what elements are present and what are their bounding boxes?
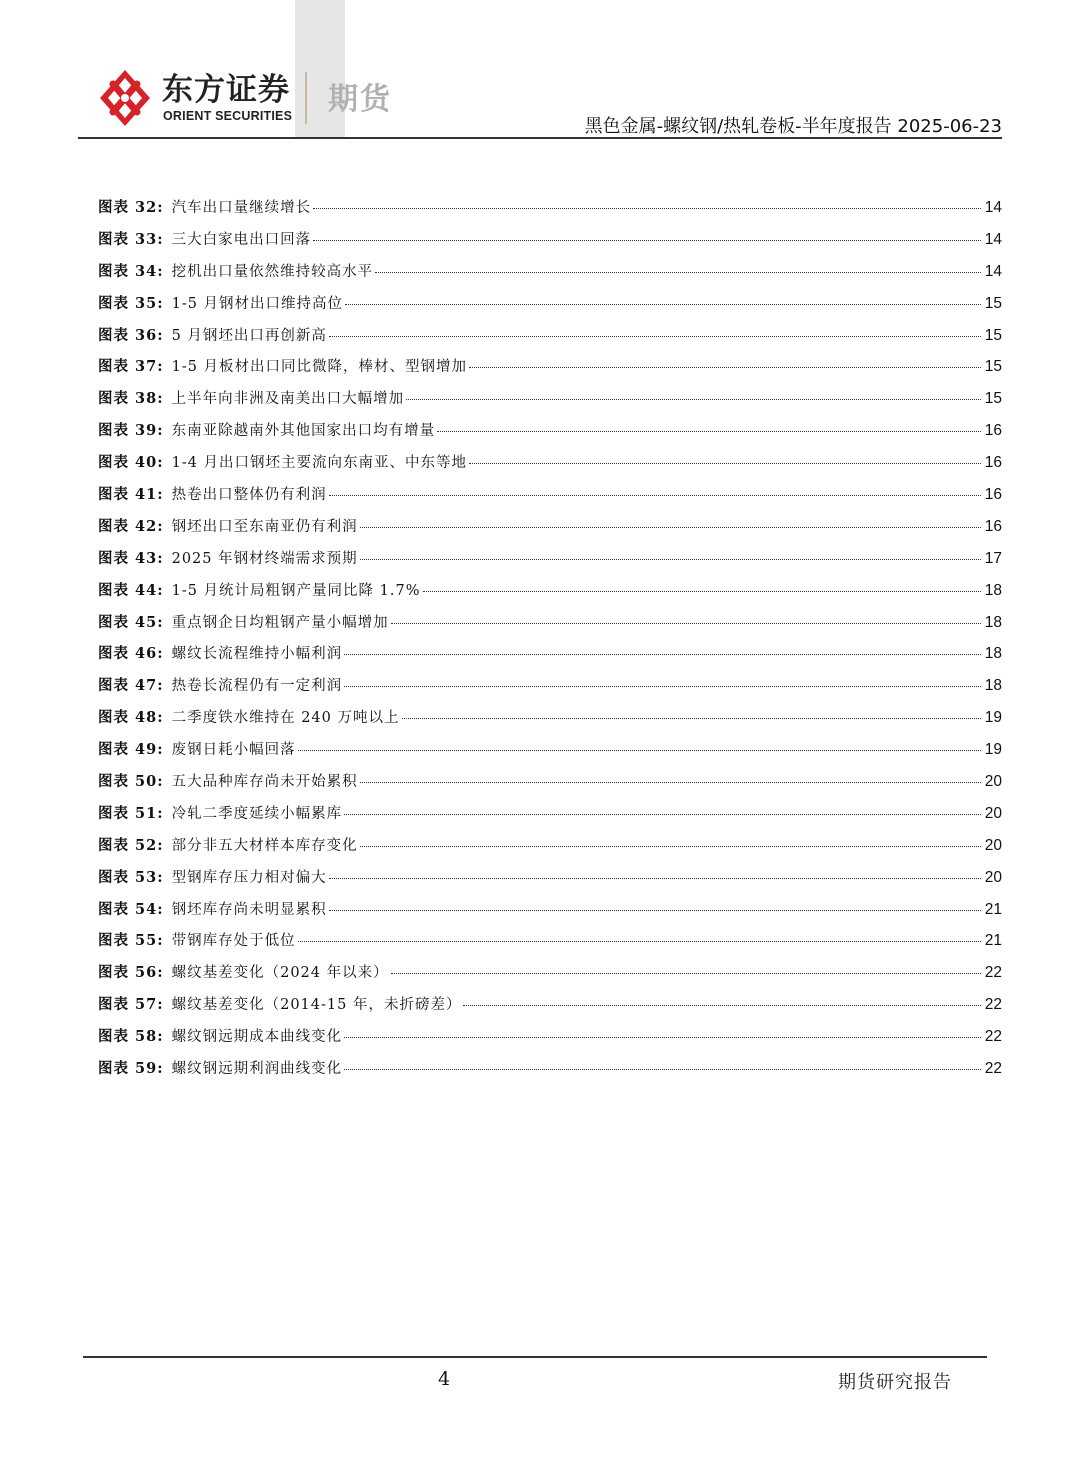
toc-entry[interactable] — [98, 706, 1002, 738]
toc-entry[interactable] — [98, 324, 1002, 356]
logo-divider — [305, 72, 307, 124]
toc-entry-page: 17 — [984, 549, 1002, 567]
toc-entry-label: 图表 59: — [98, 1060, 164, 1078]
toc-entry-title: 钢坯库存尚未明显累积 — [171, 901, 327, 918]
toc-entry-title: 1-4 月出口钢坯主要流向东南亚、中东等地 — [171, 455, 468, 472]
toc-entry-page: 14 — [984, 262, 1002, 280]
toc-entry-label: 图表 36: — [98, 326, 164, 344]
toc-entry[interactable] — [98, 515, 1002, 547]
toc-dot-leader — [423, 591, 981, 592]
toc-entry[interactable] — [98, 260, 1002, 292]
toc-entry-page: 15 — [984, 294, 1002, 312]
toc-entry-page: 20 — [984, 773, 1002, 791]
toc-dot-leader — [437, 431, 981, 432]
toc-dot-leader — [391, 623, 981, 624]
toc-entry-label: 图表 54: — [98, 900, 164, 918]
toc-entry[interactable] — [98, 611, 1002, 643]
toc-entry-title: 5 月钢坯出口再创新高 — [171, 327, 327, 344]
toc-dot-leader — [360, 559, 981, 560]
toc-entry-title: 1-5 月钢材出口维持高位 — [171, 295, 344, 312]
toc-dot-leader — [344, 1037, 981, 1038]
toc-entry-page: 16 — [984, 454, 1002, 472]
toc-entry-page: 15 — [984, 326, 1002, 344]
toc-entry[interactable] — [98, 866, 1002, 898]
toc-entry-page: 14 — [984, 230, 1002, 248]
toc-entry-title: 汽车出口量继续增长 — [171, 200, 312, 216]
footer-rule — [83, 1356, 987, 1358]
toc-entry-label: 图表 32: — [98, 199, 164, 216]
toc-dot-leader — [360, 527, 981, 528]
toc-dot-leader — [313, 208, 981, 209]
toc-entry-label: 图表 37: — [98, 358, 164, 376]
toc-dot-leader — [375, 272, 981, 273]
toc-dot-leader — [391, 973, 981, 974]
toc-entry[interactable] — [98, 961, 1002, 993]
toc-entry-title: 东南亚除越南外其他国家出口均有增量 — [171, 423, 436, 440]
toc-dot-leader — [469, 367, 981, 368]
toc-entry-page: 18 — [984, 645, 1002, 663]
orient-securities-logo-icon — [98, 68, 152, 128]
toc-entry-page: 15 — [984, 358, 1002, 376]
toc-entry-title: 部分非五大材样本库存变化 — [171, 837, 358, 854]
toc-entry-title: 三大白家电出口回落 — [171, 231, 312, 248]
toc-entry-title: 螺纹钢远期利润曲线变化 — [171, 1061, 343, 1078]
toc-entry-title: 螺纹钢远期成本曲线变化 — [171, 1029, 343, 1046]
toc-dot-leader — [406, 399, 981, 400]
toc-entry-title: 带钢库存处于低位 — [171, 933, 296, 950]
toc-entry-page: 14 — [984, 199, 1002, 216]
toc-entry-title: 1-5 月统计局粗钢产量同比降 1.7% — [171, 582, 421, 599]
footer-label: 期货研究报告 — [838, 1372, 952, 1393]
toc-entry-title: 上半年向非洲及南美出口大幅增加 — [171, 391, 405, 408]
toc-entry[interactable] — [98, 738, 1002, 770]
figure-index-list — [98, 196, 1002, 1089]
toc-entry[interactable] — [98, 1025, 1002, 1057]
toc-entry-label: 图表 52: — [98, 836, 164, 854]
toc-dot-leader — [402, 718, 981, 719]
toc-entry-title: 热卷长流程仍有一定利润 — [171, 678, 343, 695]
toc-dot-leader — [360, 782, 981, 783]
toc-entry-label: 图表 41: — [98, 486, 164, 504]
header-rule — [78, 137, 1002, 139]
toc-dot-leader — [360, 846, 981, 847]
toc-entry-page: 16 — [984, 422, 1002, 440]
toc-entry-page: 22 — [984, 996, 1002, 1014]
toc-entry-page: 18 — [984, 581, 1002, 599]
toc-entry-label: 图表 33: — [98, 230, 164, 248]
toc-entry-title: 挖机出口量依然维持较高水平 — [171, 263, 374, 280]
toc-dot-leader — [329, 910, 981, 911]
toc-entry-label: 图表 58: — [98, 1028, 164, 1046]
toc-entry-label: 图表 43: — [98, 549, 164, 567]
brand-name-cn: 东方证券 — [162, 72, 290, 108]
toc-entry-title: 二季度铁水维持在 240 万吨以上 — [171, 710, 400, 727]
toc-dot-leader — [344, 1069, 981, 1070]
toc-entry-label: 图表 55: — [98, 932, 164, 950]
toc-entry-title: 五大品种库存尚未开始累积 — [171, 774, 358, 791]
toc-entry[interactable] — [98, 419, 1002, 451]
toc-entry[interactable] — [98, 1057, 1002, 1089]
toc-entry-label: 图表 39: — [98, 422, 164, 440]
toc-entry-label: 图表 57: — [98, 996, 164, 1014]
toc-entry-page: 21 — [984, 900, 1002, 918]
toc-entry-page: 18 — [984, 677, 1002, 695]
toc-entry[interactable] — [98, 929, 1002, 961]
toc-entry-page: 21 — [984, 932, 1002, 950]
toc-entry-page: 18 — [984, 613, 1002, 631]
page-header — [0, 0, 1080, 140]
toc-entry[interactable] — [98, 579, 1002, 611]
toc-dot-leader — [344, 814, 981, 815]
toc-entry[interactable] — [98, 547, 1002, 579]
toc-entry-label: 图表 40: — [98, 454, 164, 472]
toc-entry[interactable] — [98, 228, 1002, 260]
toc-entry-label: 图表 34: — [98, 262, 164, 280]
toc-entry[interactable] — [98, 451, 1002, 483]
toc-entry-label: 图表 46: — [98, 645, 164, 663]
toc-entry[interactable] — [98, 674, 1002, 706]
toc-entry-title: 螺纹基差变化（2014-15 年，未折磅差） — [171, 997, 462, 1014]
toc-dot-leader — [329, 878, 981, 879]
toc-entry[interactable] — [98, 196, 1002, 228]
toc-entry-title: 螺纹基差变化（2024 年以来） — [171, 965, 389, 982]
toc-dot-leader — [329, 495, 981, 496]
toc-dot-leader — [313, 240, 981, 241]
brand-name-en: ORIENT SECURITIES — [163, 109, 293, 123]
toc-dot-leader — [344, 654, 981, 655]
toc-entry[interactable] — [98, 355, 1002, 387]
toc-entry-page: 19 — [984, 741, 1002, 759]
futures-label: 期货 — [328, 82, 392, 117]
toc-entry[interactable] — [98, 292, 1002, 324]
toc-dot-leader — [469, 463, 981, 464]
toc-entry[interactable] — [98, 834, 1002, 866]
toc-entry[interactable] — [98, 387, 1002, 419]
toc-entry-page: 22 — [984, 1060, 1002, 1078]
toc-entry-label: 图表 48: — [98, 709, 164, 727]
toc-entry-title: 钢坯出口至东南亚仍有利润 — [171, 518, 358, 535]
toc-entry-page: 20 — [984, 868, 1002, 886]
toc-entry-title: 重点钢企日均粗钢产量小幅增加 — [171, 614, 389, 631]
toc-entry-page: 16 — [984, 486, 1002, 504]
toc-entry-page: 19 — [984, 709, 1002, 727]
toc-entry[interactable] — [98, 898, 1002, 930]
toc-entry-title: 型钢库存压力相对偏大 — [171, 869, 327, 886]
toc-entry-label: 图表 49: — [98, 741, 164, 759]
toc-entry-page: 15 — [984, 390, 1002, 408]
toc-entry[interactable] — [98, 642, 1002, 674]
toc-entry[interactable] — [98, 770, 1002, 802]
toc-dot-leader — [345, 304, 981, 305]
toc-entry[interactable] — [98, 483, 1002, 515]
toc-entry-title: 1-5 月板材出口同比微降，棒材、型钢增加 — [171, 359, 468, 376]
toc-entry-label: 图表 53: — [98, 868, 164, 886]
toc-entry-page: 20 — [984, 836, 1002, 854]
toc-dot-leader — [463, 1005, 980, 1006]
toc-entry-page: 22 — [984, 964, 1002, 982]
toc-entry-label: 图表 47: — [98, 677, 164, 695]
toc-entry-label: 图表 45: — [98, 613, 164, 631]
toc-dot-leader — [298, 941, 981, 942]
toc-entry-page: 22 — [984, 1028, 1002, 1046]
page-number: 4 — [438, 1368, 451, 1390]
toc-entry-label: 图表 38: — [98, 390, 164, 408]
toc-dot-leader — [298, 750, 981, 751]
toc-entry-title: 废钢日耗小幅回落 — [171, 742, 296, 759]
toc-entry[interactable] — [98, 993, 1002, 1025]
toc-entry-label: 图表 51: — [98, 804, 164, 822]
toc-entry-title: 螺纹长流程维持小幅利润 — [171, 646, 343, 663]
toc-entry-label: 图表 44: — [98, 581, 164, 599]
toc-entry-page: 16 — [984, 517, 1002, 535]
toc-dot-leader — [329, 336, 981, 337]
toc-entry-title: 热卷出口整体仍有利润 — [171, 487, 327, 504]
toc-dot-leader — [344, 686, 981, 687]
toc-entry-label: 图表 42: — [98, 517, 164, 535]
toc-entry-label: 图表 50: — [98, 773, 164, 791]
toc-entry[interactable] — [98, 802, 1002, 834]
toc-entry-label: 图表 56: — [98, 964, 164, 982]
toc-entry-label: 图表 35: — [98, 294, 164, 312]
toc-entry-page: 20 — [984, 804, 1002, 822]
toc-entry-title: 冷轧二季度延续小幅累库 — [171, 805, 343, 822]
toc-entry-title: 2025 年钢材终端需求预期 — [171, 550, 358, 567]
report-title: 黑色金属-螺纹钢/热轧卷板-半年度报告 2025-06-23 — [584, 116, 1002, 137]
